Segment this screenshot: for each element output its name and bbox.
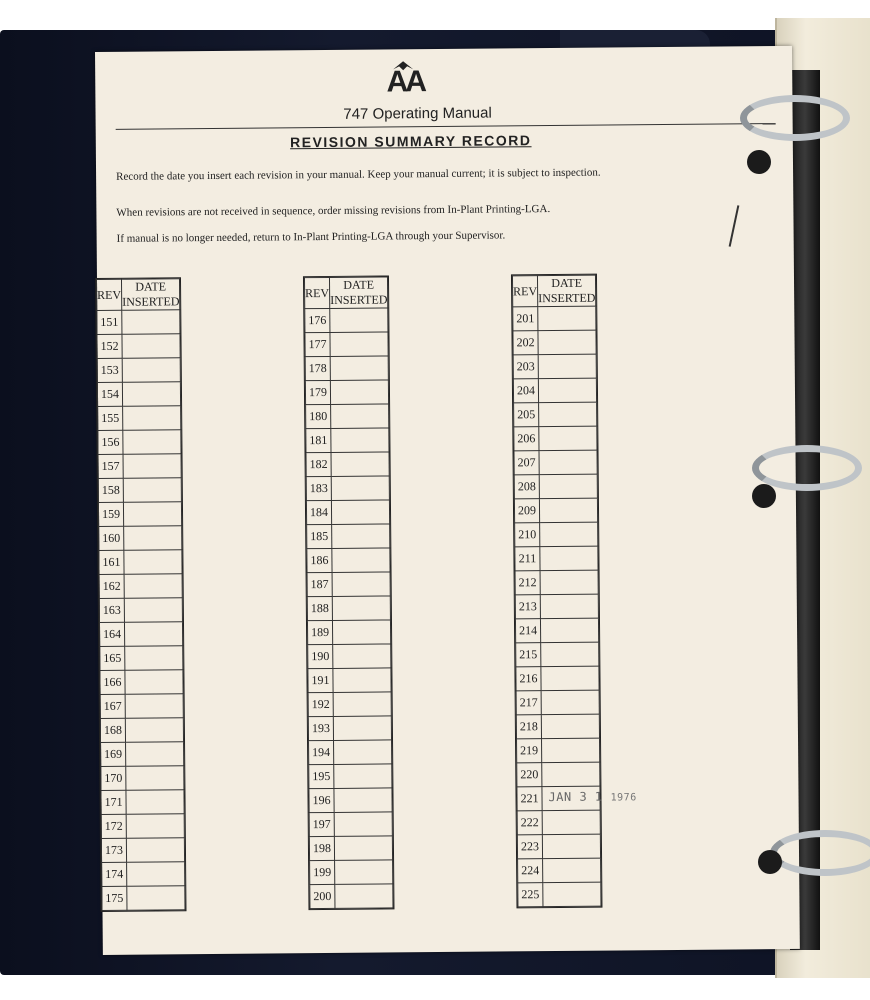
instruction-return-manual: If manual is no longer needed, return to In-Plant Printing-LGA through your Supervisor. xyxy=(116,229,506,245)
rev-number: 202 xyxy=(513,331,538,355)
date-inserted-cell[interactable] xyxy=(332,548,390,573)
date-inserted-cell[interactable] xyxy=(127,886,185,911)
stamp-date: JAN 3 1 xyxy=(548,789,603,805)
rev-number: 179 xyxy=(305,380,330,404)
header-divider xyxy=(116,123,776,130)
table-row xyxy=(98,406,181,431)
date-inserted-cell[interactable] xyxy=(122,358,180,383)
table-row xyxy=(516,666,599,691)
rev-number: 162 xyxy=(99,574,124,598)
table-row xyxy=(97,310,180,335)
instruction-missing-revisions: When revisions are not received in sequence, order missing revisions from In-Plant Printing-LGA. xyxy=(116,203,551,219)
table-row xyxy=(101,790,184,815)
date-inserted-cell[interactable] xyxy=(125,694,183,719)
table-row xyxy=(513,330,596,355)
rev-number: 206 xyxy=(514,427,539,451)
rev-number: 199 xyxy=(310,860,335,884)
table-row xyxy=(306,404,389,429)
rev-number: 192 xyxy=(308,692,333,716)
date-inserted-cell[interactable] xyxy=(124,622,182,647)
date-inserted-cell[interactable] xyxy=(330,356,388,381)
rev-number: 151 xyxy=(97,310,122,334)
table-row xyxy=(518,858,601,883)
rev-number: 159 xyxy=(98,502,123,526)
date-inserted-cell[interactable] xyxy=(122,334,180,359)
table-row xyxy=(307,524,390,549)
rev-number: 176 xyxy=(305,308,330,332)
date-inserted-cell[interactable] xyxy=(332,524,390,549)
rev-number: 218 xyxy=(516,715,541,739)
table-row xyxy=(516,642,599,667)
date-inserted-cell[interactable] xyxy=(540,618,598,643)
rev-number: 158 xyxy=(98,478,123,502)
table-row xyxy=(99,598,182,623)
date-inserted-cell[interactable] xyxy=(330,380,388,405)
rev-number: 166 xyxy=(100,670,125,694)
date-inserted-cell[interactable] xyxy=(541,666,599,691)
rev-number: 191 xyxy=(308,668,333,692)
rev-number: 204 xyxy=(513,379,538,403)
rev-number: 189 xyxy=(307,620,332,644)
date-inserted-cell[interactable] xyxy=(331,452,389,477)
date-inserted-cell[interactable] xyxy=(542,738,600,763)
table-row xyxy=(516,714,599,739)
date-inserted-cell[interactable] xyxy=(542,786,637,811)
date-inserted-cell[interactable] xyxy=(538,354,596,379)
section-title: REVISION SUMMARY RECORD xyxy=(290,132,532,151)
rev-number: 184 xyxy=(306,500,331,524)
table-row xyxy=(307,572,390,597)
table-row xyxy=(100,646,183,671)
rev-number: 197 xyxy=(309,812,334,836)
table-row xyxy=(100,670,183,695)
date-inserted-cell[interactable] xyxy=(125,718,183,743)
rev-number: 214 xyxy=(515,619,540,643)
rev-number: 160 xyxy=(99,526,124,550)
table-row xyxy=(309,764,392,789)
rev-number: 211 xyxy=(515,547,540,571)
date-inserted-cell[interactable] xyxy=(126,766,184,791)
date-inserted-cell[interactable] xyxy=(540,546,598,571)
date-inserted-header: DATE INSERTED xyxy=(122,279,180,309)
rev-number: 225 xyxy=(518,883,543,907)
date-inserted-cell[interactable] xyxy=(334,836,392,861)
rev-number: 219 xyxy=(517,739,542,763)
rev-number: 165 xyxy=(100,646,125,670)
date-inserted-cell[interactable] xyxy=(538,330,596,355)
date-inserted-cell[interactable] xyxy=(123,502,181,527)
instruction-record-date: Record the date you insert each revision in your manual. Keep your manual current; it is subject to inspection. xyxy=(116,166,601,183)
date-inserted-cell[interactable] xyxy=(124,598,182,623)
table-row xyxy=(98,454,181,479)
date-inserted-cell[interactable] xyxy=(542,810,600,835)
rev-number: 172 xyxy=(101,814,126,838)
table-row xyxy=(309,788,392,813)
date-inserted-cell[interactable] xyxy=(334,764,392,789)
rev-number: 220 xyxy=(517,763,542,787)
rev-number: 224 xyxy=(518,859,543,883)
binder-ring-bottom xyxy=(770,830,870,876)
rev-header: REV xyxy=(304,277,329,308)
date-inserted-cell[interactable] xyxy=(539,498,597,523)
date-inserted-cell[interactable] xyxy=(540,522,598,547)
table-row xyxy=(309,740,392,765)
date-inserted-cell[interactable] xyxy=(127,862,185,887)
table-row xyxy=(308,668,391,693)
date-inserted-cell[interactable] xyxy=(331,404,389,429)
table-row xyxy=(308,644,391,669)
table-row xyxy=(305,332,388,357)
rev-number: 190 xyxy=(308,644,333,668)
rev-number: 169 xyxy=(101,742,126,766)
date-inserted-cell[interactable] xyxy=(541,642,599,667)
table-row xyxy=(307,620,390,645)
table-row xyxy=(99,574,182,599)
table-row xyxy=(307,548,390,573)
rev-number: 187 xyxy=(307,572,332,596)
rev-number: 185 xyxy=(307,524,332,548)
rev-number: 170 xyxy=(101,766,126,790)
table-row xyxy=(101,766,184,791)
date-inserted-cell[interactable] xyxy=(539,450,597,475)
rev-number: 186 xyxy=(307,548,332,572)
date-inserted-cell[interactable] xyxy=(126,838,184,863)
date-inserted-cell[interactable] xyxy=(538,306,596,331)
table-row xyxy=(515,546,598,571)
table-row xyxy=(305,308,388,333)
table-row xyxy=(100,694,183,719)
table-row xyxy=(308,716,391,741)
date-inserted-cell[interactable] xyxy=(542,834,600,859)
manual-page xyxy=(95,46,800,955)
table-row xyxy=(309,812,392,837)
rev-number: 222 xyxy=(517,811,542,835)
punch-hole-bottom xyxy=(758,850,782,874)
date-inserted-cell[interactable] xyxy=(123,454,181,479)
rev-number: 164 xyxy=(99,622,124,646)
rev-number: 215 xyxy=(516,643,541,667)
rev-number: 156 xyxy=(98,430,123,454)
table-row xyxy=(305,380,388,405)
date-inserted-cell[interactable] xyxy=(333,644,391,669)
date-inserted-cell[interactable] xyxy=(334,740,392,765)
table-row xyxy=(514,474,597,499)
date-inserted-cell[interactable] xyxy=(539,474,597,499)
rev-number: 194 xyxy=(309,740,334,764)
rev-number: 161 xyxy=(99,550,124,574)
rev-number: 207 xyxy=(514,451,539,475)
rev-number: 196 xyxy=(309,788,334,812)
table-row xyxy=(100,718,183,743)
rev-number: 188 xyxy=(307,596,332,620)
table-row xyxy=(306,476,389,501)
date-stamp xyxy=(548,789,636,804)
revision-column-3 xyxy=(511,274,637,909)
date-inserted-cell[interactable] xyxy=(332,596,390,621)
table-row xyxy=(98,430,181,455)
rev-number: 157 xyxy=(98,454,123,478)
rev-number: 168 xyxy=(100,718,125,742)
table-row xyxy=(98,502,181,527)
rev-number: 201 xyxy=(513,307,538,331)
revision-column-2 xyxy=(303,275,395,910)
date-inserted-header: DATE INSERTED xyxy=(538,275,596,306)
table-row xyxy=(310,860,393,885)
rev-number: 153 xyxy=(97,358,122,382)
rev-number: 175 xyxy=(102,886,127,910)
table-row xyxy=(517,834,600,859)
table-row xyxy=(101,838,184,863)
date-inserted-cell[interactable] xyxy=(541,714,599,739)
table-row xyxy=(513,354,596,379)
punch-hole-top xyxy=(747,150,771,174)
aa-logo: AA xyxy=(386,65,425,99)
rev-number: 178 xyxy=(305,356,330,380)
rev-number: 173 xyxy=(101,838,126,862)
table-row xyxy=(515,522,598,547)
rev-number: 152 xyxy=(97,334,122,358)
date-inserted-cell[interactable] xyxy=(126,790,184,815)
table-row xyxy=(97,382,180,407)
table-row xyxy=(98,478,181,503)
table-row xyxy=(514,450,597,475)
rev-number: 154 xyxy=(97,382,122,406)
date-inserted-cell[interactable] xyxy=(541,690,599,715)
revision-column-1 xyxy=(95,277,187,912)
stamp-year: 1976 xyxy=(610,792,637,804)
rev-number: 155 xyxy=(98,406,123,430)
rev-number: 205 xyxy=(514,403,539,427)
date-inserted-cell[interactable] xyxy=(123,406,181,431)
table-row xyxy=(306,428,389,453)
rev-number: 163 xyxy=(99,598,124,622)
date-inserted-cell[interactable] xyxy=(332,572,390,597)
rev-number: 200 xyxy=(310,884,335,908)
date-inserted-cell[interactable] xyxy=(123,478,181,503)
date-inserted-cell[interactable] xyxy=(543,858,601,883)
date-inserted-cell[interactable] xyxy=(122,382,180,407)
date-inserted-cell[interactable] xyxy=(331,428,389,453)
date-inserted-cell[interactable] xyxy=(335,860,393,885)
rev-number: 223 xyxy=(517,835,542,859)
date-inserted-cell[interactable] xyxy=(331,500,389,525)
date-inserted-cell[interactable] xyxy=(543,882,601,907)
table-row xyxy=(515,618,598,643)
manual-title: 747 Operating Manual xyxy=(343,104,492,123)
table-row xyxy=(310,884,393,909)
date-inserted-cell[interactable] xyxy=(334,788,392,813)
table-row xyxy=(514,426,597,451)
rev-number: 193 xyxy=(308,716,333,740)
table-row xyxy=(516,690,599,715)
date-inserted-cell[interactable] xyxy=(126,814,184,839)
table-row xyxy=(99,550,182,575)
table-row xyxy=(305,356,388,381)
rev-number: 212 xyxy=(515,571,540,595)
table-row xyxy=(515,570,598,595)
table-row xyxy=(97,334,180,359)
date-inserted-cell[interactable] xyxy=(124,526,182,551)
table-row xyxy=(102,886,185,911)
date-inserted-cell[interactable] xyxy=(122,310,180,335)
rev-number: 181 xyxy=(306,428,331,452)
table-row xyxy=(99,622,182,647)
table-row xyxy=(513,378,596,403)
rev-number: 216 xyxy=(516,667,541,691)
date-inserted-cell[interactable] xyxy=(125,646,183,671)
table-row xyxy=(306,452,389,477)
date-inserted-cell[interactable] xyxy=(542,762,600,787)
date-inserted-cell[interactable] xyxy=(539,426,597,451)
rev-header: REV xyxy=(96,279,121,310)
rev-number: 213 xyxy=(515,595,540,619)
table-row xyxy=(102,862,185,887)
table-row xyxy=(306,500,389,525)
date-inserted-header: DATE INSERTED xyxy=(330,277,388,307)
date-inserted-cell[interactable] xyxy=(125,670,183,695)
date-inserted-cell[interactable] xyxy=(330,332,388,357)
table-row xyxy=(309,836,392,861)
date-inserted-cell[interactable] xyxy=(124,574,182,599)
rev-number: 203 xyxy=(513,355,538,379)
table-row xyxy=(514,498,597,523)
table-row xyxy=(514,402,597,427)
rev-number: 167 xyxy=(100,694,125,718)
date-inserted-cell[interactable] xyxy=(538,378,596,403)
table-row xyxy=(517,762,600,787)
rev-number: 183 xyxy=(306,476,331,500)
punch-hole-middle xyxy=(752,484,776,508)
binder-ring-top xyxy=(740,95,850,141)
date-inserted-cell[interactable] xyxy=(333,668,391,693)
rev-number: 198 xyxy=(309,836,334,860)
rev-number: 177 xyxy=(305,332,330,356)
date-inserted-cell[interactable] xyxy=(540,594,598,619)
date-inserted-cell[interactable] xyxy=(330,308,388,333)
table-row xyxy=(517,738,600,763)
date-inserted-cell[interactable] xyxy=(124,550,182,575)
date-inserted-cell[interactable] xyxy=(539,402,597,427)
rev-number: 182 xyxy=(306,452,331,476)
table-row xyxy=(513,306,596,331)
rev-header: REV xyxy=(512,276,537,307)
table-row xyxy=(101,742,184,767)
date-inserted-cell[interactable] xyxy=(333,716,391,741)
date-inserted-cell[interactable] xyxy=(123,430,181,455)
rev-number: 208 xyxy=(514,475,539,499)
rev-number: 221 xyxy=(517,787,542,811)
date-inserted-cell[interactable] xyxy=(126,742,184,767)
date-inserted-cell[interactable] xyxy=(335,884,393,909)
date-inserted-cell[interactable] xyxy=(540,570,598,595)
date-inserted-cell[interactable] xyxy=(332,620,390,645)
date-inserted-cell[interactable] xyxy=(334,812,392,837)
table-row xyxy=(515,594,598,619)
table-row xyxy=(99,526,182,551)
table-row xyxy=(307,596,390,621)
table-row xyxy=(517,786,600,811)
date-inserted-cell[interactable] xyxy=(333,692,391,717)
rev-number: 210 xyxy=(515,523,540,547)
table-row xyxy=(517,810,600,835)
table-row xyxy=(518,882,601,907)
table-row xyxy=(308,692,391,717)
rev-number: 209 xyxy=(514,499,539,523)
rev-number: 217 xyxy=(516,691,541,715)
rev-number: 180 xyxy=(306,404,331,428)
table-row xyxy=(101,814,184,839)
rev-number: 171 xyxy=(101,790,126,814)
rev-number: 174 xyxy=(102,862,127,886)
rev-number: 195 xyxy=(309,764,334,788)
table-row xyxy=(97,358,180,383)
date-inserted-cell[interactable] xyxy=(331,476,389,501)
